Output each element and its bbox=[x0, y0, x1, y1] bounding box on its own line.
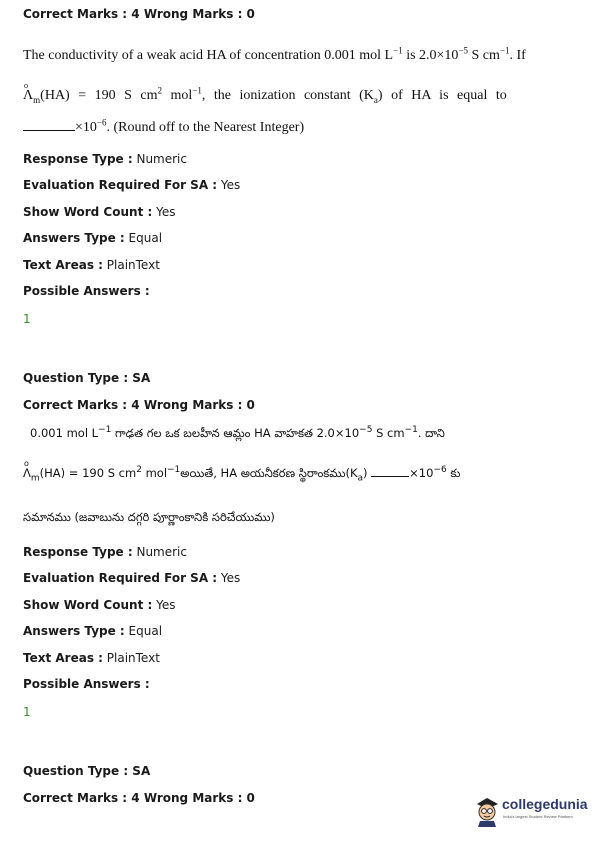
marks-line: Correct Marks : 4 Wrong Marks : 0 bbox=[23, 398, 255, 412]
possible-answer-value: 1 bbox=[23, 312, 31, 326]
possible-answers-label: Possible Answers : bbox=[23, 284, 150, 298]
question-type: Question Type : SA bbox=[23, 764, 151, 778]
answer-blank bbox=[371, 476, 409, 477]
collegedunia-logo bbox=[472, 792, 592, 830]
answers-type: Answers Type : Equal bbox=[23, 231, 163, 245]
question-telugu-line-2: o $\Lambda_m(HA) = 190$ S $cm^2$ mol$^{-1}$అయితే, HA అయనీకరణ $స్థిరాంకము(K_a) \times 10^{-6}$ కు bbox=[23, 459, 461, 484]
lambda-symbol: o Λ bbox=[23, 81, 34, 103]
logo-tagline: India's largest Student Review Platform bbox=[503, 814, 573, 819]
marks-line: Correct Marks : 4 Wrong Marks : 0 bbox=[23, 7, 255, 21]
evaluation-required: Evaluation Required For SA : Yes bbox=[23, 178, 241, 192]
possible-answer-value: 1 bbox=[23, 705, 31, 719]
question-english-line-1: The conductivity of a weak acid HA of concentration 0.001 mol $L^{-1}$ is $2.0\times 10^{-5}$ S $cm^{-1}$. If bbox=[23, 45, 526, 63]
question-english-line-3: $\times 10^{-6}$. (Round off to the Nearest Integer) bbox=[23, 120, 304, 136]
mascot-icon bbox=[472, 794, 502, 828]
answer-blank bbox=[23, 130, 75, 131]
response-type: Response Type : Numeric bbox=[23, 545, 187, 559]
text-areas: Text Areas : PlainText bbox=[23, 651, 160, 665]
possible-answers-label: Possible Answers : bbox=[23, 677, 150, 691]
text-areas: Text Areas : PlainText bbox=[23, 258, 160, 272]
lambda-symbol: o Λ bbox=[23, 459, 31, 480]
question-telugu-line-1: 0.001 mol $L^{-1}$ గాఢత గల ఒక బలహీన ఆమ్లం HA వాహకత $2.0\times 10^{-5}$ S $cm^{-1}$. దాని bbox=[30, 425, 445, 440]
question-english-line-2: o $\Lambda_m(HA) = 190$ S $cm^2$ mol$^{-1}$, the ionization constant $(K_a)$ of HA is equal to bbox=[23, 81, 507, 105]
response-type: Response Type : Numeric bbox=[23, 152, 187, 166]
logo-wordmark: collegedunia bbox=[502, 796, 588, 812]
evaluation-required: Evaluation Required For SA : Yes bbox=[23, 571, 241, 585]
show-word-count: Show Word Count : Yes bbox=[23, 598, 176, 612]
question-telugu-line-3: సమానము (జవాబును దగ్గరి పూర్ణాంకానికి సరిచేయుము) bbox=[23, 510, 275, 524]
marks-line: Correct Marks : 4 Wrong Marks : 0 bbox=[23, 791, 255, 805]
question-type: Question Type : SA bbox=[23, 371, 151, 385]
show-word-count: Show Word Count : Yes bbox=[23, 205, 176, 219]
answers-type: Answers Type : Equal bbox=[23, 624, 163, 638]
